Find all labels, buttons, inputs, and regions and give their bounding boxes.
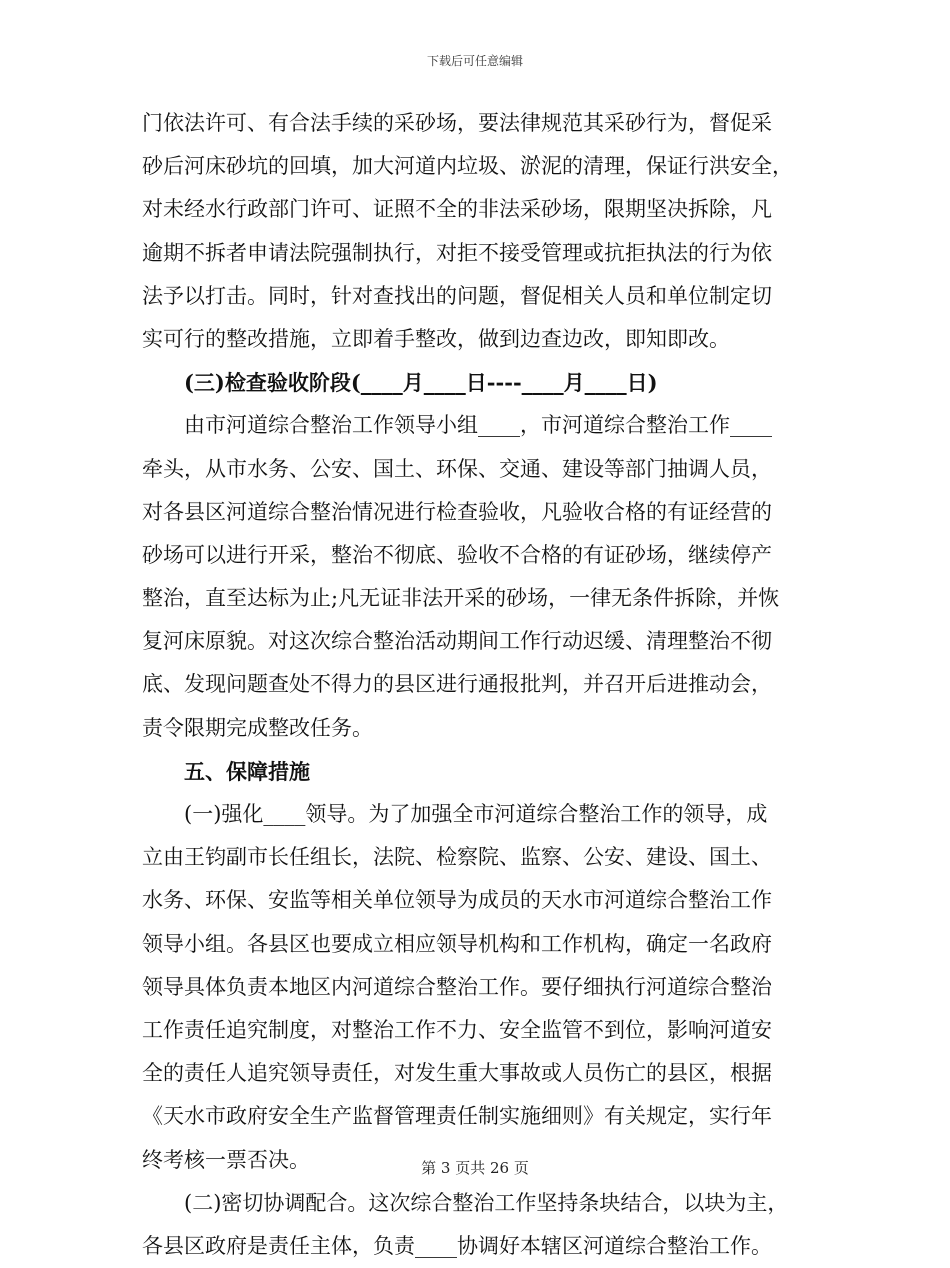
header-note: 下载后可任意编辑 xyxy=(426,54,523,68)
paragraph-first-line: (二)密切协调配合。这次综合整治工作坚持条块结合，以块为主， xyxy=(184,1190,789,1215)
text-line: 领导具体负责本地区内河道综合整治工作。要仔细执行河道综合整治 xyxy=(142,974,772,999)
section-heading-safeguards: 五、保障措施 xyxy=(184,758,310,784)
document-body xyxy=(142,102,812,1268)
page-number: 第 3 页共 26 页 xyxy=(421,1159,529,1177)
text-line: 终考核一票否决。 xyxy=(142,1147,310,1172)
text-line: 实可行的整改措施，立即着手整改，做到边查边改，即知即改。 xyxy=(142,326,730,351)
text-line: 逾期不拆者申请法院强制执行，对拒不接受管理或抗拒执法的行为依 xyxy=(142,240,772,265)
text-line: 整治，直至达标为止;凡无证非法开采的砂场，一律无条件拆除，并恢 xyxy=(142,586,780,611)
text-line: 门依法许可、有合法手续的采砂场，要法律规范其采砂行为，督促采 xyxy=(142,111,772,135)
text-line: 底、发现问题查处不得力的县区进行通报批判，并召开后进推动会， xyxy=(142,672,772,697)
text-line: 责令限期完成整改任务。 xyxy=(142,715,373,740)
text-line: 砂后河床砂坑的回填，加大河道内垃圾、淤泥的清理，保证行洪安全， xyxy=(142,154,793,179)
paragraph-first-line: 由市河道综合整治工作领导小组____，市河道综合整治工作____ xyxy=(184,413,772,438)
text-line: 《天水市政府安全生产监督管理责任制实施细则》有关规定，实行年 xyxy=(142,1104,772,1129)
text-line: 立由王钧副市长任组长，法院、检察院、监察、公安、建设、国土、 xyxy=(142,845,772,870)
text-line: 复河床原貌。对这次综合整治活动期间工作行动迟缓、清理整治不彻 xyxy=(142,629,772,654)
paragraph-first-line: (一)强化____领导。为了加强全市河道综合整治工作的领导，成 xyxy=(184,802,768,826)
text-line: 砂场可以进行开采，整治不彻底、验收不合格的有证砂场，继续停产 xyxy=(142,542,772,567)
text-line: 牵头，从市水务、公安、国土、环保、交通、建设等部门抽调人员， xyxy=(142,456,772,481)
text-line: 对各县区河道综合整治情况进行检查验收，凡验收合格的有证经营的 xyxy=(142,499,772,524)
text-line: 法予以打击。同时，针对查找出的问题，督促相关人员和单位制定切 xyxy=(142,283,772,308)
text-line: 水务、环保、安监等相关单位领导为成员的天水市河道综合整治工作 xyxy=(142,888,772,913)
text-line: 对未经水行政部门许可、证照不全的非法采砂场，限期坚决拆除，凡 xyxy=(142,197,772,222)
text-line: 工作责任追究制度，对整治工作不力、安全监管不到位，影响河道安 xyxy=(142,1017,772,1042)
section-heading-inspection: (三)检查验收阶段(____月____日----____月____日) xyxy=(184,370,658,396)
text-line: 全的责任人追究领导责任，对发生重大事故或人员伤亡的县区，根据 xyxy=(142,1061,772,1086)
text-line: 各县区政府是责任主体，负责____协调好本辖区河道综合整治工作。 xyxy=(142,1233,772,1258)
text-line: 领导小组。各县区也要成立相应领导机构和工作机构，确定一名政府 xyxy=(142,931,772,956)
